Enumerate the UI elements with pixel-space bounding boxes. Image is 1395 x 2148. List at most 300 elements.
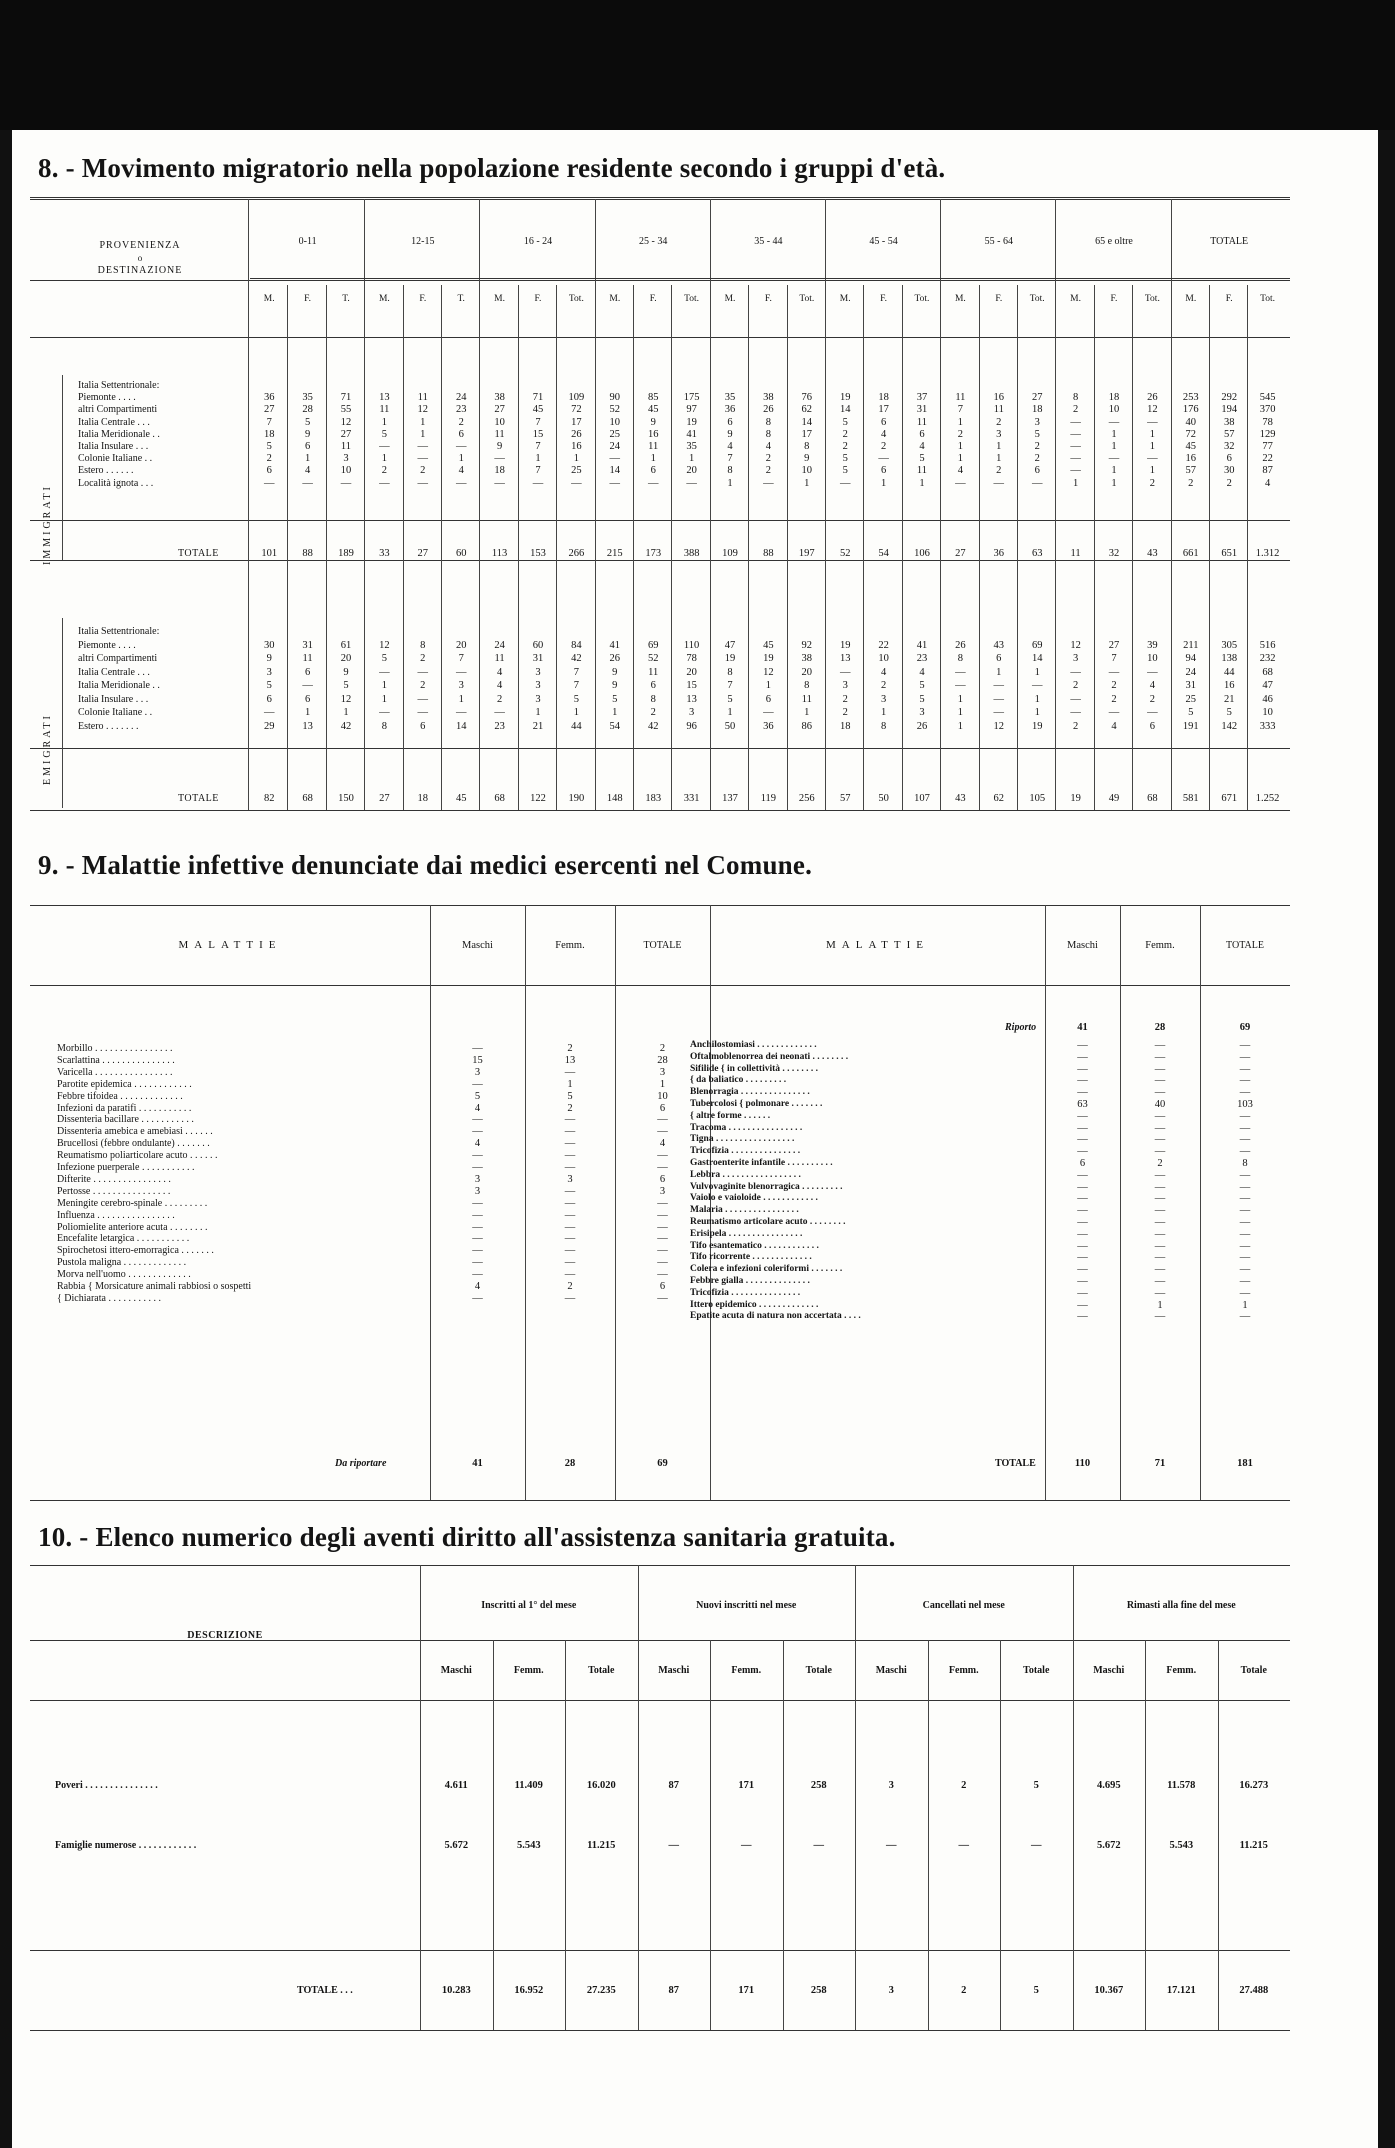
data-cell: 12 — [417, 404, 429, 416]
data-cell: — — [571, 477, 582, 489]
data-cell: 45 — [763, 639, 774, 651]
data-cell: 57 — [1185, 465, 1197, 477]
column-rule — [62, 618, 63, 808]
disease-label: { Dichiarata . . . . . . . . . . . — [57, 1292, 161, 1304]
data-cell: 60 — [532, 639, 544, 651]
disease-label: Dissenteria bacillare . . . . . . . . . . . — [57, 1114, 194, 1126]
totale-cell: — — [1239, 1051, 1251, 1063]
total-cell: 17.121 — [1166, 1985, 1196, 1996]
maschi-cell: — — [1077, 1228, 1088, 1240]
data-cell: 11 — [801, 693, 812, 705]
femm-cell: 2 — [1157, 1158, 1163, 1169]
data-cell: 6 — [727, 416, 733, 428]
sub-header: Totale — [805, 1665, 832, 1676]
maschi-cell: — — [472, 1269, 483, 1281]
sub-header: Tot. — [1144, 294, 1160, 304]
data-cell: — — [1031, 680, 1043, 691]
sub-header: Tot. — [1260, 294, 1276, 304]
maschi-cell: — — [1077, 1063, 1088, 1075]
femm-header: Femm. — [1145, 940, 1175, 951]
sub-header: Maschi — [1093, 1665, 1125, 1676]
data-cell: 11.215 — [587, 1840, 616, 1851]
row-label: Italia Insulare . . . — [78, 693, 149, 705]
total-cell: 651 — [1221, 548, 1238, 559]
data-cell: — — [379, 666, 390, 678]
data-cell: 11.215 — [1239, 1840, 1268, 1851]
data-cell: 2 — [1034, 441, 1040, 452]
totale-cell: — — [1239, 1287, 1251, 1299]
totale-cell: — — [1239, 1252, 1251, 1264]
data-cell: 12 — [763, 666, 774, 678]
data-cell: 2 — [1072, 720, 1079, 732]
prov-header: PROVENIENZA — [99, 240, 181, 251]
data-cell: — — [417, 693, 429, 705]
disease-label: Tracoma . . . . . . . . . . . . . . . . — [690, 1122, 803, 1133]
data-cell: 8 — [420, 639, 426, 651]
data-cell: 72 — [1185, 428, 1197, 440]
total-cell: 113 — [491, 548, 508, 559]
total-cell: 671 — [1221, 793, 1238, 804]
data-cell: 1 — [1072, 477, 1079, 489]
data-cell: 41 — [686, 428, 697, 440]
total-cell: 173 — [645, 548, 662, 559]
disease-label: Rabbia { Morsicature animali rabbiosi o sospetti — [57, 1281, 252, 1292]
data-cell: 31 — [1185, 680, 1197, 691]
sub-header: M. — [839, 294, 851, 304]
total-cell: 18 — [417, 793, 429, 804]
data-cell: 10 — [340, 465, 352, 477]
data-cell: 38 — [1223, 416, 1235, 428]
total-cell: 1.312 — [1255, 548, 1280, 559]
data-cell: 27 — [494, 404, 505, 416]
data-cell: 27 — [1031, 392, 1043, 404]
totale-cell: 4 — [659, 1138, 666, 1150]
data-cell: — — [263, 477, 275, 489]
data-cell: 13 — [686, 693, 697, 705]
row-label: Italia Insulare . . . — [78, 441, 149, 452]
femm-cell: — — [1154, 1287, 1166, 1299]
data-cell: 2 — [1188, 477, 1194, 489]
data-cell: — — [379, 707, 390, 718]
data-cell: 5 — [919, 680, 925, 691]
data-cell: — — [1031, 1840, 1042, 1851]
data-cell: 35 — [686, 441, 697, 452]
data-cell: 5 — [266, 680, 272, 691]
data-cell: — — [455, 707, 467, 718]
femm-cell: — — [1154, 1110, 1166, 1122]
data-cell: — — [494, 477, 505, 489]
disease-label: Morva nell'uomo . . . . . . . . . . . . . — [57, 1269, 191, 1281]
disease-label: Malaria . . . . . . . . . . . . . . . . — [690, 1205, 799, 1216]
data-cell: 2 — [1072, 404, 1079, 416]
data-cell: 18 — [1108, 392, 1120, 404]
data-cell: 30 — [263, 639, 275, 651]
disease-label: Parotite epidemica . . . . . . . . . . . . — [57, 1078, 192, 1090]
data-cell: 16.273 — [1239, 1780, 1269, 1791]
total-cell: 581 — [1182, 793, 1199, 804]
totale-cell: — — [1239, 1217, 1251, 1228]
data-cell: — — [839, 666, 851, 678]
data-cell: 1 — [343, 707, 349, 718]
data-cell: 35 — [302, 392, 313, 404]
data-cell: 2 — [1111, 693, 1117, 705]
column-rule — [62, 375, 63, 560]
data-cell: 78 — [1262, 416, 1273, 428]
data-cell: 84 — [571, 639, 582, 651]
femm-cell: — — [1154, 1051, 1166, 1063]
data-cell: 35 — [724, 392, 736, 404]
femm-cell: 1 — [1157, 1299, 1163, 1311]
data-cell: — — [1070, 453, 1081, 465]
sub-header: F. — [1110, 294, 1118, 304]
column-rule — [248, 199, 249, 810]
maschi-cell: — — [472, 1221, 483, 1233]
section-8-title: 8. - Movimento migratorio nella popolazione residente secondo i gruppi d'età. — [38, 153, 946, 183]
totale-label: TOTALE . . . — [297, 1985, 353, 1996]
data-cell: — — [1147, 666, 1158, 678]
age-group-header: 45 - 54 — [869, 236, 898, 247]
maschi-cell: 15 — [472, 1054, 483, 1066]
data-cell: 10 — [1262, 707, 1273, 718]
data-cell: 258 — [810, 1780, 827, 1791]
disease-label: { altre forme . . . . . . — [690, 1110, 771, 1121]
data-cell: 18 — [839, 720, 851, 732]
data-cell: 6 — [1034, 465, 1040, 477]
data-cell: 20 — [455, 639, 467, 651]
totale-cell: 6 — [659, 1281, 666, 1292]
data-cell: 2 — [765, 465, 771, 477]
group-header: Cancellati nel mese — [922, 1600, 1005, 1611]
malattie-header: MALATTIE — [178, 939, 282, 951]
data-cell: 10 — [1108, 404, 1120, 416]
data-cell: 4 — [880, 666, 887, 678]
data-cell: 97 — [686, 404, 697, 416]
row-label: altri Compartimenti — [78, 653, 158, 664]
total-cell: 27 — [379, 793, 390, 804]
data-cell: 2 — [381, 465, 387, 477]
data-cell: 1 — [381, 693, 387, 705]
data-cell: 43 — [993, 639, 1005, 651]
total-cell: 68 — [302, 793, 313, 804]
data-cell: 19 — [724, 653, 736, 664]
row-label: Piemonte . . . . — [78, 392, 136, 404]
data-cell: 3 — [842, 680, 848, 691]
data-cell: 13 — [839, 653, 851, 664]
femm-cell: 2 — [567, 1043, 573, 1054]
femm-cell: — — [1154, 1146, 1166, 1158]
data-cell: — — [1147, 453, 1158, 465]
data-cell: 1 — [1149, 441, 1155, 452]
data-cell: 5 — [842, 453, 848, 465]
maschi-cell: — — [1077, 1240, 1088, 1252]
row-label: Famiglie numerose . . . . . . . . . . . . — [55, 1840, 197, 1851]
age-group-header: 0-11 — [298, 236, 317, 247]
maschi-cell: — — [1077, 1075, 1088, 1087]
total-cell: 101 — [261, 548, 278, 559]
data-cell: 3 — [535, 693, 541, 705]
data-cell: 4 — [496, 680, 503, 691]
femm-cell: — — [1154, 1169, 1166, 1181]
disease-label: Reumatismo poliarticolare acuto . . . . . . — [57, 1150, 218, 1162]
totale-cell: 6 — [659, 1173, 666, 1185]
data-cell: 10 — [494, 416, 505, 428]
data-cell: 61 — [340, 639, 352, 651]
data-cell: — — [955, 477, 966, 489]
femm-cell: — — [1154, 1228, 1166, 1240]
data-cell: 28 — [302, 404, 313, 416]
disease-label: Encefalite letargica . . . . . . . . . . . — [57, 1233, 190, 1245]
data-cell: 6 — [880, 416, 887, 428]
data-cell: 1 — [957, 720, 963, 732]
data-cell: — — [1147, 416, 1158, 428]
totale-cell: — — [1239, 1240, 1251, 1252]
data-cell: 3 — [880, 693, 887, 705]
femm-cell: 3 — [567, 1173, 573, 1185]
data-cell: 11 — [955, 392, 966, 404]
disease-label: Erisipela . . . . . . . . . . . . . . . . — [690, 1228, 803, 1239]
data-cell: 2 — [496, 693, 503, 705]
data-cell: 17 — [801, 428, 813, 440]
totale-label: TOTALE — [995, 1458, 1036, 1469]
column-rule — [493, 1640, 494, 2030]
data-cell: 7 — [573, 666, 579, 678]
total-cell: 258 — [810, 1985, 827, 1996]
data-cell: 14 — [801, 416, 813, 428]
totale-cell: — — [1239, 1146, 1251, 1158]
group-header: Inscritti al 1° del mese — [481, 1600, 577, 1611]
data-cell: 3 — [266, 666, 272, 678]
row-label: Italia Settentrionale: — [78, 380, 160, 391]
data-cell: 1 — [1111, 465, 1117, 477]
totale-cell: — — [657, 1221, 668, 1233]
data-cell: — — [955, 680, 966, 691]
data-cell: 7 — [266, 416, 272, 428]
femm-cell: — — [1154, 1181, 1166, 1193]
data-cell: 16.020 — [586, 1780, 616, 1791]
data-cell: 21 — [532, 720, 544, 732]
femm-cell: — — [564, 1245, 576, 1257]
data-cell: 1 — [612, 707, 618, 718]
data-cell: 11 — [993, 404, 1004, 416]
femm-cell: — — [1154, 1264, 1166, 1276]
data-cell: 1 — [996, 453, 1002, 465]
data-cell: 13 — [302, 720, 313, 732]
data-cell: 5 — [1226, 707, 1232, 718]
data-cell: 18 — [1031, 404, 1043, 416]
data-cell: 1 — [688, 453, 695, 465]
total-cell: 215 — [606, 548, 623, 559]
data-cell: — — [494, 453, 505, 465]
totale-header: TOTALE — [643, 940, 682, 951]
femm-cell: — — [564, 1292, 576, 1304]
data-cell: — — [763, 707, 774, 718]
maschi-cell: — — [472, 1126, 483, 1138]
total-cell: 3 — [888, 1985, 894, 1996]
data-cell: 17 — [878, 404, 889, 416]
data-cell: 7 — [535, 441, 541, 452]
data-cell: — — [417, 441, 429, 452]
data-cell: 16 — [1223, 680, 1235, 691]
data-cell: 42 — [340, 720, 352, 732]
data-cell: 36 — [763, 720, 774, 732]
femm-cell: — — [1154, 1075, 1166, 1087]
data-cell: 5 — [1033, 1780, 1039, 1791]
data-cell: — — [1108, 416, 1120, 428]
totale-cell: 28 — [657, 1054, 668, 1066]
data-cell: 2 — [420, 653, 426, 664]
data-cell: — — [609, 453, 621, 465]
totale-cell: — — [1239, 1063, 1251, 1075]
data-cell: — — [340, 477, 352, 489]
maschi-cell: — — [1077, 1299, 1088, 1311]
sub-header: F. — [880, 294, 888, 304]
total-cell: 153 — [530, 548, 546, 559]
data-cell: 54 — [609, 720, 621, 732]
total-cell: 107 — [914, 793, 930, 804]
data-cell: 8 — [957, 653, 963, 664]
data-cell: 1 — [1111, 428, 1117, 440]
maschi-cell: — — [472, 1292, 483, 1304]
data-cell: 11 — [648, 441, 659, 452]
data-cell: — — [1070, 441, 1081, 452]
data-cell: 5 — [343, 680, 349, 691]
data-cell: 1 — [804, 477, 810, 489]
data-cell: — — [417, 477, 429, 489]
sub-header: M. — [724, 294, 736, 304]
data-cell: 1 — [804, 707, 810, 718]
femm-cell: — — [564, 1221, 576, 1233]
data-cell: 232 — [1259, 653, 1276, 664]
disease-label: Blenorragia . . . . . . . . . . . . . . . — [690, 1087, 810, 1098]
data-cell: 1 — [880, 477, 887, 489]
total-cell: 11 — [1070, 548, 1081, 559]
femm-cell: 40 — [1154, 1099, 1166, 1110]
row-label: Piemonte . . . . — [78, 639, 136, 651]
data-cell: 5.543 — [1169, 1840, 1194, 1851]
sub-header: M. — [494, 294, 505, 304]
data-cell: 22 — [878, 639, 889, 651]
data-cell: 16 — [571, 441, 582, 452]
age-group-header: 16 - 24 — [523, 236, 553, 247]
data-cell: 138 — [1221, 653, 1238, 664]
data-cell: 5 — [727, 693, 733, 705]
data-cell: 8 — [765, 416, 771, 428]
data-cell: 12 — [340, 416, 352, 428]
data-cell: 27 — [340, 428, 352, 440]
data-cell: 42 — [571, 653, 582, 664]
data-cell: 129 — [1259, 428, 1276, 440]
data-cell: 62 — [801, 404, 813, 416]
total-cell: 10.283 — [441, 1985, 471, 1996]
data-cell: — — [302, 477, 313, 489]
row-label: Italia Meridionale . . — [78, 680, 160, 691]
total-cell: 27 — [417, 548, 429, 559]
data-cell: 11 — [916, 416, 928, 428]
total-cell: 181 — [1237, 1458, 1253, 1469]
data-cell: 46 — [1262, 693, 1273, 705]
data-cell: 11 — [494, 428, 505, 440]
totale-cell: — — [657, 1162, 668, 1173]
data-cell: — — [1070, 666, 1081, 678]
sub-header: Tot. — [684, 294, 700, 304]
data-cell: 6 — [919, 428, 925, 440]
data-cell: 5 — [842, 465, 848, 477]
totale-cell: — — [657, 1114, 668, 1126]
descrizione-header: DESCRIZIONE — [187, 1630, 263, 1641]
data-cell: 2 — [842, 707, 848, 718]
data-cell: 87 — [668, 1780, 679, 1791]
row-label: Italia Settentrionale: — [78, 626, 160, 637]
maschi-cell: 3 — [474, 1185, 481, 1197]
femm-cell: — — [1154, 1276, 1166, 1287]
data-cell: 24 — [455, 392, 467, 404]
data-cell: 4.611 — [444, 1780, 468, 1791]
total-cell: 28 — [564, 1458, 576, 1469]
data-cell: 14 — [1031, 653, 1043, 664]
disease-label: Tricofizia . . . . . . . . . . . . . . . — [690, 1287, 801, 1298]
data-cell: 4 — [1264, 477, 1271, 489]
riporto-cell: 69 — [1239, 1022, 1251, 1033]
data-cell: 1 — [650, 453, 656, 465]
data-cell: 1 — [996, 666, 1002, 678]
data-cell: — — [417, 707, 429, 718]
total-cell: 388 — [683, 548, 700, 559]
maschi-cell: — — [472, 1114, 483, 1126]
data-cell: — — [455, 477, 467, 489]
data-cell: 1 — [535, 453, 541, 465]
data-cell: 11 — [379, 404, 390, 416]
femm-cell: — — [564, 1126, 576, 1138]
data-cell: 16 — [993, 392, 1005, 404]
total-cell: 137 — [722, 793, 738, 804]
disease-label: Colera e infezioni coleriformi . . . . . . . — [690, 1264, 843, 1275]
total-cell: 27.488 — [1239, 1985, 1269, 1996]
maschi-cell: — — [1077, 1193, 1088, 1205]
data-cell: 57 — [1223, 428, 1235, 440]
data-cell: 4 — [765, 441, 771, 452]
data-cell: 5 — [304, 416, 311, 428]
maschi-cell: — — [472, 1257, 483, 1269]
data-cell: — — [993, 477, 1005, 489]
prov-header: DESTINAZIONE — [97, 265, 183, 276]
sub-header: M. — [263, 294, 275, 304]
femm-cell: — — [564, 1269, 576, 1281]
data-cell: 5 — [381, 428, 387, 440]
data-cell: 76 — [801, 392, 813, 404]
data-cell: 6 — [765, 693, 771, 705]
data-cell: 18 — [878, 392, 889, 404]
column-rule — [855, 1565, 856, 2030]
data-cell: 5 — [266, 441, 272, 452]
totale-cell: — — [657, 1197, 668, 1209]
data-cell: 4 — [496, 666, 503, 678]
total-cell: 122 — [530, 793, 546, 804]
totale-cell: 1 — [659, 1078, 666, 1090]
data-cell: 8 — [727, 666, 733, 678]
data-cell: 19 — [839, 392, 851, 404]
data-cell: 11 — [340, 441, 352, 452]
femm-cell: — — [564, 1209, 576, 1221]
totale-cell: 2 — [659, 1043, 666, 1054]
rule-line — [30, 1700, 1290, 1701]
data-cell: 7 — [727, 453, 733, 465]
maschi-cell: — — [1077, 1181, 1088, 1193]
totale-cell: — — [1239, 1040, 1251, 1051]
data-cell: 6 — [1226, 453, 1232, 465]
column-rule — [710, 1640, 711, 2030]
sub-header: Femm. — [513, 1665, 544, 1676]
data-cell: 175 — [683, 392, 700, 404]
